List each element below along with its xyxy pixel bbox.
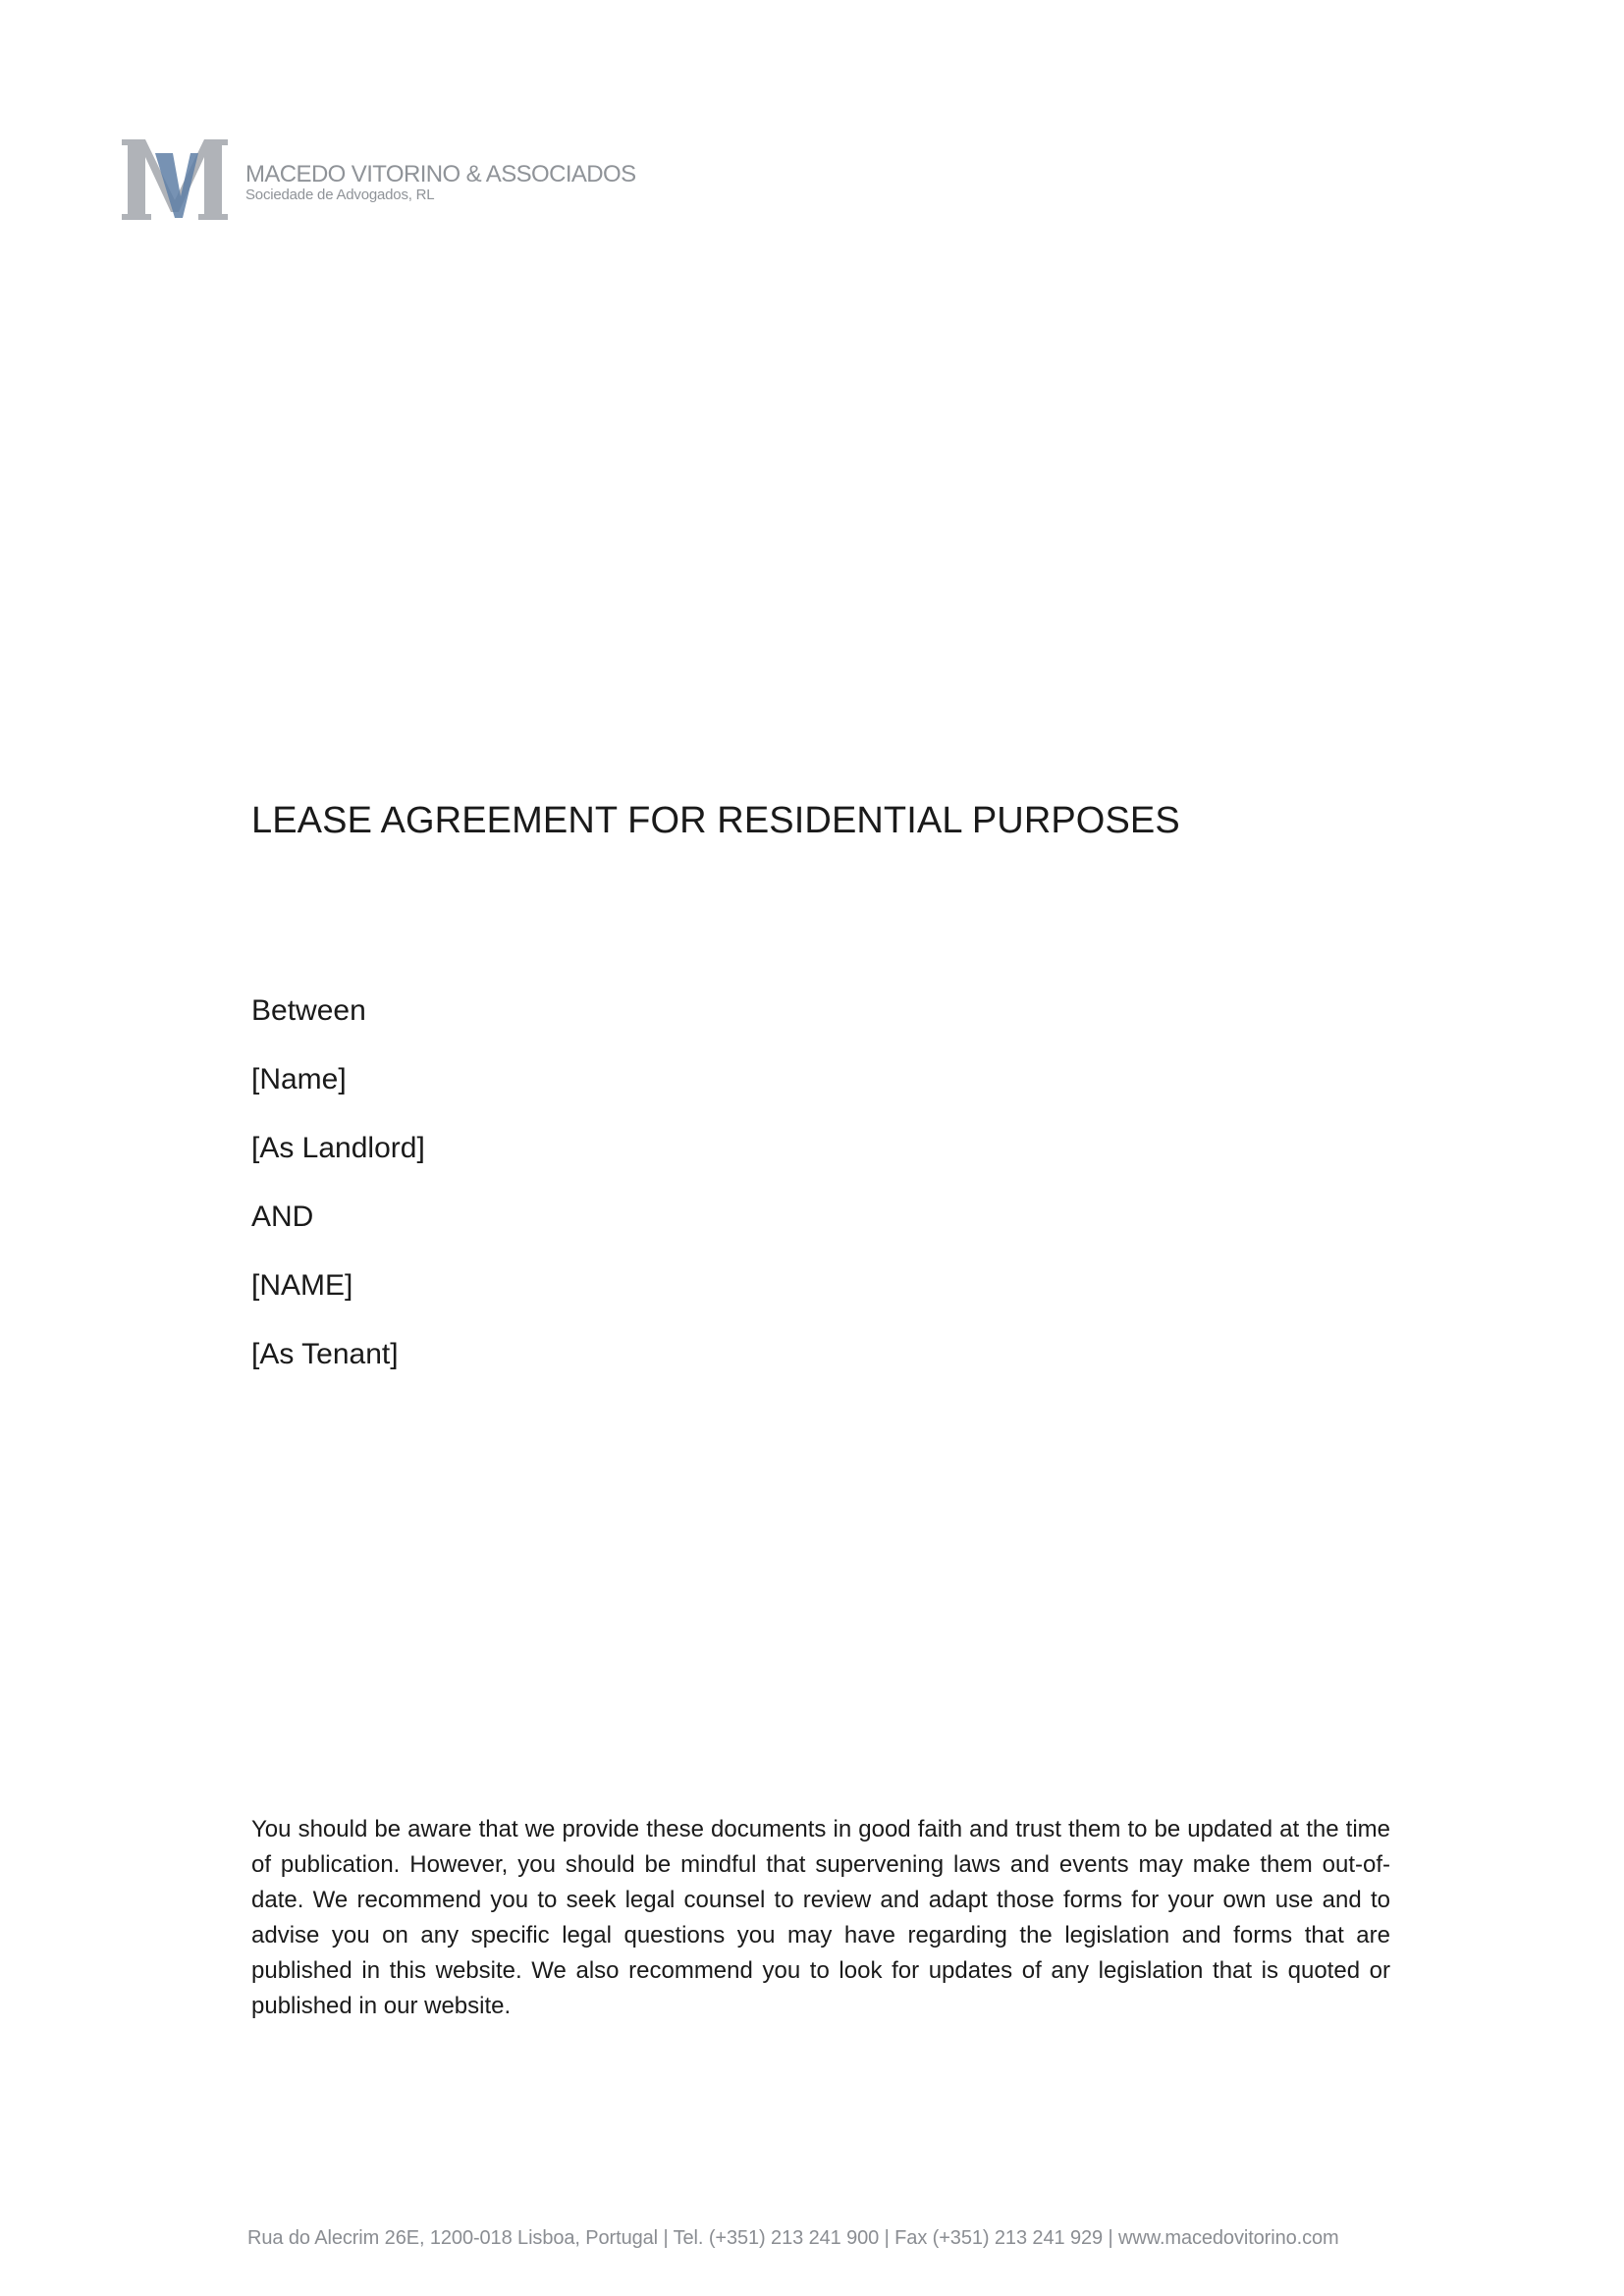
- parties-list: [251, 993, 425, 1406]
- landlord-name-placeholder: [Name]: [251, 1063, 347, 1095]
- tenant-name-placeholder: [NAME]: [251, 1269, 353, 1302]
- firm-logo: [120, 135, 636, 224]
- mv-monogram-logo: [120, 135, 230, 224]
- tenant-role-label: [As Tenant]: [251, 1338, 399, 1370]
- document-title: LEASE AGREEMENT FOR RESIDENTIAL PURPOSES: [251, 800, 1180, 841]
- disclaimer-paragraph: You should be aware that we provide these documents in good faith and trust them to be updated at the time of publication. However, you should be mindful that supervening laws and events may make them out-of-date. We recommend you to seek legal counsel to review and adapt those forms for your own use and to advise you on any specific legal questions you may have regarding the legislation and forms that are published in this website. We also recommend you to look for updates of any legislation that is quoted or published in our website.: [251, 1816, 1390, 2019]
- firm-logo-text: [245, 163, 636, 204]
- parties-line-between: Between: [251, 994, 366, 1027]
- firm-subtitle: Sociedade de Advogados, RL: [245, 187, 435, 203]
- footer-contact-line: Rua do Alecrim 26E, 1200-018 Lisboa, Portugal | Tel. (+351) 213 241 900 | Fax (+351) 213 241 929 | www.macedovitorino.com: [247, 2227, 1339, 2249]
- landlord-role-label: [As Landlord]: [251, 1132, 425, 1164]
- firm-name: MACEDO VITORINO & ASSOCIADOS: [245, 161, 636, 187]
- parties-line-and: AND: [251, 1201, 314, 1233]
